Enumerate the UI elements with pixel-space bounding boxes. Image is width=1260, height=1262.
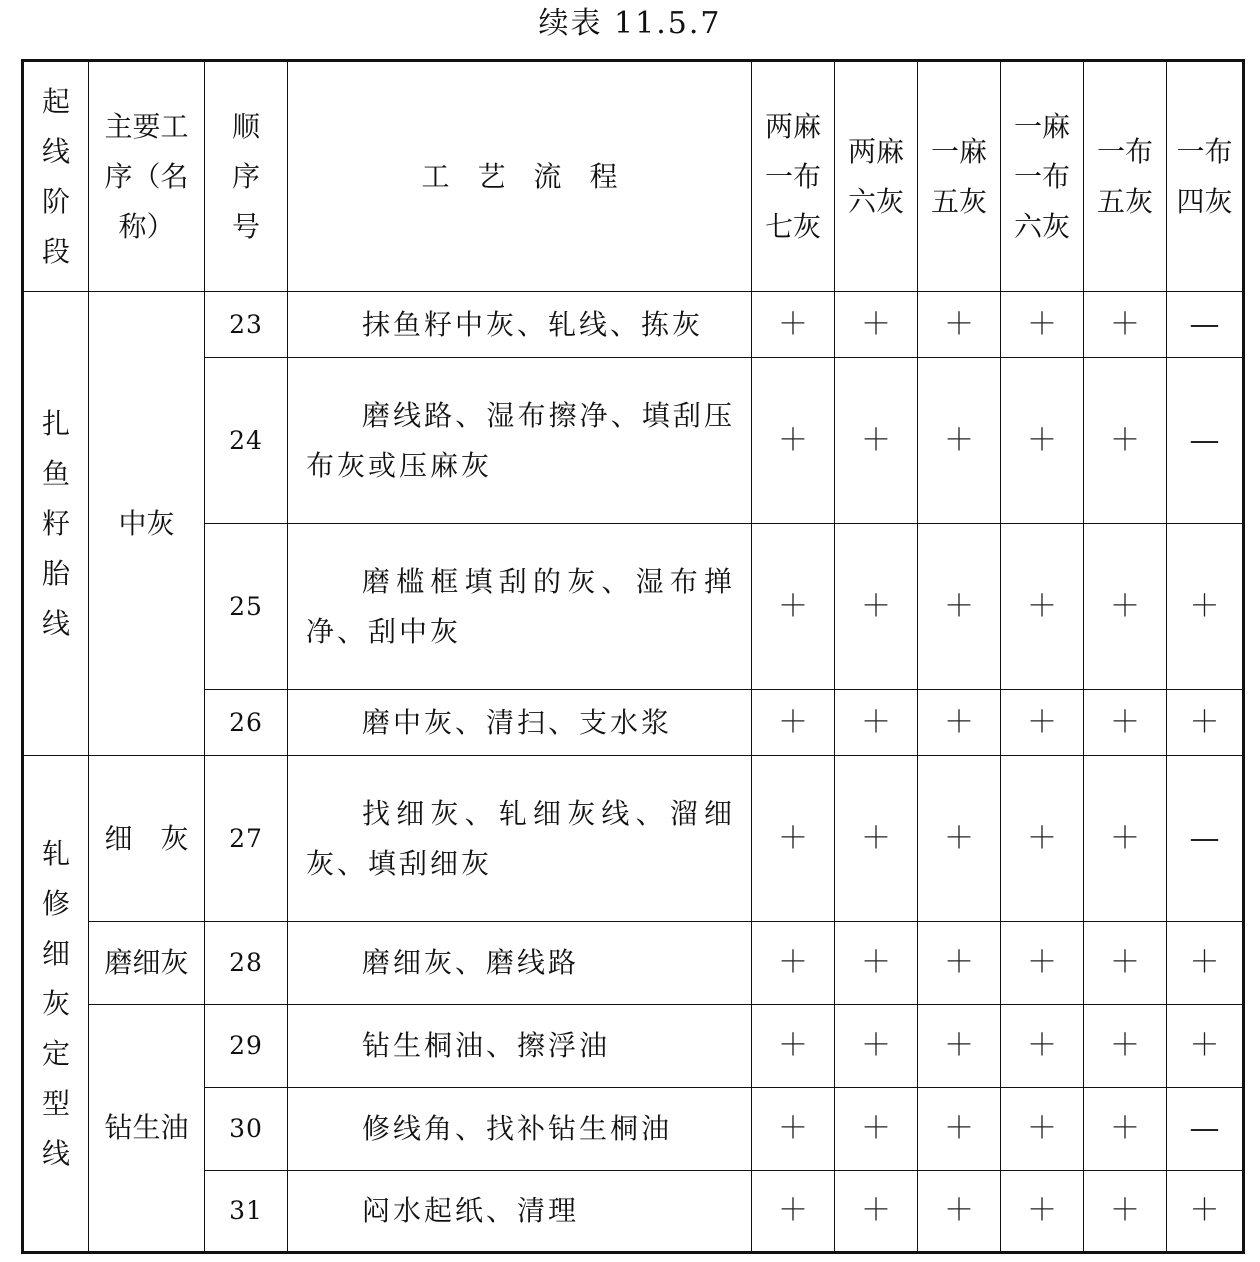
- order-number: 28: [205, 922, 288, 1005]
- applicability-mark: ＋: [1084, 922, 1167, 1005]
- applicability-mark: ＋: [752, 1088, 835, 1171]
- process-cell: [288, 1171, 752, 1253]
- applicability-mark: ＋: [1084, 292, 1167, 358]
- table-row: [23, 690, 1244, 756]
- applicability-mark: ＋: [918, 1005, 1001, 1088]
- applicability-mark: ＋: [1084, 1005, 1167, 1088]
- applicability-mark: ＋: [1084, 756, 1167, 922]
- table-title: 续表 11.5.7: [538, 6, 722, 41]
- header-variant: [835, 61, 918, 292]
- applicability-mark: ＋: [835, 1005, 918, 1088]
- process-text: 磨细灰、磨线路: [362, 946, 580, 979]
- applicability-mark: ＋: [1084, 1171, 1167, 1253]
- header-stage-label: 起线阶段: [42, 84, 71, 268]
- table-row: [23, 1088, 1244, 1171]
- header-variant-label: 一布五灰: [1096, 134, 1153, 218]
- group-cell: 细 灰: [89, 756, 205, 922]
- applicability-mark: ＋: [752, 756, 835, 922]
- process-cell: [288, 358, 752, 524]
- applicability-mark: ＋: [752, 524, 835, 690]
- table-row: [23, 922, 1244, 1005]
- order-number: 25: [205, 524, 288, 690]
- process-text: 磨槛框填刮的灰、湿布掸净、刮中灰: [306, 564, 735, 648]
- applicability-mark: ＋: [1167, 1005, 1244, 1088]
- process-text: 抹鱼籽中灰、轧线、拣灰: [362, 307, 704, 341]
- process-text: 磨中灰、清扫、支水浆: [362, 705, 673, 739]
- applicability-mark: ＋: [1167, 922, 1244, 1005]
- header-order-no-label: 顺序号: [232, 109, 261, 243]
- header-variant-label: 两麻六灰: [847, 134, 904, 218]
- header-main-process-label: 主要工序（名称）: [104, 109, 189, 243]
- group-cell: 钻生油: [89, 1005, 205, 1253]
- process-text: 钻生桐油、擦浮油: [362, 1029, 611, 1062]
- header-stage: [23, 61, 89, 292]
- applicability-mark: ＋: [752, 358, 835, 524]
- table-row: [23, 1005, 1244, 1088]
- applicability-mark: ＋: [1084, 524, 1167, 690]
- applicability-mark: ＋: [1084, 358, 1167, 524]
- header-variant: [918, 61, 1001, 292]
- applicability-mark: ＋: [1084, 1088, 1167, 1171]
- order-number: 30: [205, 1088, 288, 1171]
- applicability-mark: —: [1167, 1088, 1244, 1171]
- table-row: [23, 756, 1244, 922]
- order-number: 27: [205, 756, 288, 922]
- applicability-mark: ＋: [1167, 1171, 1244, 1253]
- applicability-mark: ＋: [835, 1088, 918, 1171]
- applicability-mark: ＋: [1001, 1171, 1084, 1253]
- process-text: 磨线路、湿布擦净、填刮压布灰或压麻灰: [306, 398, 735, 482]
- applicability-mark: ＋: [1001, 1005, 1084, 1088]
- applicability-mark: ＋: [835, 922, 918, 1005]
- applicability-mark: ＋: [835, 690, 918, 756]
- applicability-mark: ＋: [835, 358, 918, 524]
- applicability-mark: ＋: [1084, 690, 1167, 756]
- group-cell: 中灰: [89, 292, 205, 756]
- header-variant-label: 一布四灰: [1176, 134, 1233, 218]
- process-cell: [288, 690, 752, 756]
- applicability-mark: ＋: [918, 1088, 1001, 1171]
- order-number: 31: [205, 1171, 288, 1253]
- table-row: [23, 524, 1244, 690]
- header-variant-label: 一麻一布六灰: [1013, 109, 1070, 243]
- header-variant: [752, 61, 835, 292]
- header-order-no: [205, 61, 288, 292]
- table-row: [23, 292, 1244, 358]
- applicability-mark: ＋: [918, 358, 1001, 524]
- process-text: 修线角、找补钻生桐油: [362, 1112, 673, 1145]
- header-variant-label: 两麻一布七灰: [764, 109, 821, 243]
- process-text: 找细灰、轧细灰线、溜细灰、填刮细灰: [306, 796, 735, 880]
- process-text: 闷水起纸、清理: [362, 1194, 580, 1227]
- applicability-mark: ＋: [835, 292, 918, 358]
- header-variant: [1084, 61, 1167, 292]
- stage-label: 轧修细灰定型线: [42, 836, 71, 1170]
- applicability-mark: ＋: [752, 690, 835, 756]
- applicability-mark: ＋: [752, 922, 835, 1005]
- applicability-mark: ＋: [1001, 922, 1084, 1005]
- process-cell: [288, 922, 752, 1005]
- applicability-mark: ＋: [918, 756, 1001, 922]
- applicability-mark: ＋: [1001, 292, 1084, 358]
- header-workflow: 工 艺 流 程: [288, 61, 752, 292]
- applicability-mark: ＋: [752, 1171, 835, 1253]
- order-number: 23: [205, 292, 288, 358]
- process-cell: [288, 756, 752, 922]
- table-row: [23, 358, 1244, 524]
- header-variant: [1167, 61, 1244, 292]
- process-table: [21, 59, 1245, 1254]
- applicability-mark: —: [1167, 756, 1244, 922]
- applicability-mark: ＋: [1001, 756, 1084, 922]
- header-main-process: [89, 61, 205, 292]
- process-cell: [288, 524, 752, 690]
- applicability-mark: ＋: [835, 524, 918, 690]
- applicability-mark: ＋: [918, 922, 1001, 1005]
- group-cell: 磨细灰: [89, 922, 205, 1005]
- process-cell: [288, 1005, 752, 1088]
- applicability-mark: ＋: [835, 1171, 918, 1253]
- process-cell: [288, 1088, 752, 1171]
- applicability-mark: ＋: [1001, 690, 1084, 756]
- applicability-mark: ＋: [918, 292, 1001, 358]
- header-variant-label: 一麻五灰: [930, 134, 987, 218]
- applicability-mark: ＋: [1001, 524, 1084, 690]
- stage-cell: [23, 292, 89, 756]
- applicability-mark: ＋: [918, 690, 1001, 756]
- table-row: [23, 1171, 1244, 1253]
- stage-cell: [23, 756, 89, 1253]
- header-variant: [1001, 61, 1084, 292]
- applicability-mark: ＋: [918, 1171, 1001, 1253]
- stage-label: 扎鱼籽胎线: [42, 406, 71, 640]
- applicability-mark: ＋: [835, 756, 918, 922]
- applicability-mark: ＋: [1001, 1088, 1084, 1171]
- order-number: 26: [205, 690, 288, 756]
- applicability-mark: —: [1167, 358, 1244, 524]
- applicability-mark: ＋: [752, 292, 835, 358]
- applicability-mark: —: [1167, 292, 1244, 358]
- order-number: 24: [205, 358, 288, 524]
- order-number: 29: [205, 1005, 288, 1088]
- header-row: [23, 61, 1244, 292]
- applicability-mark: ＋: [1167, 524, 1244, 690]
- applicability-mark: ＋: [1001, 358, 1084, 524]
- process-cell: [288, 292, 752, 358]
- applicability-mark: ＋: [752, 1005, 835, 1088]
- applicability-mark: ＋: [918, 524, 1001, 690]
- applicability-mark: ＋: [1167, 690, 1244, 756]
